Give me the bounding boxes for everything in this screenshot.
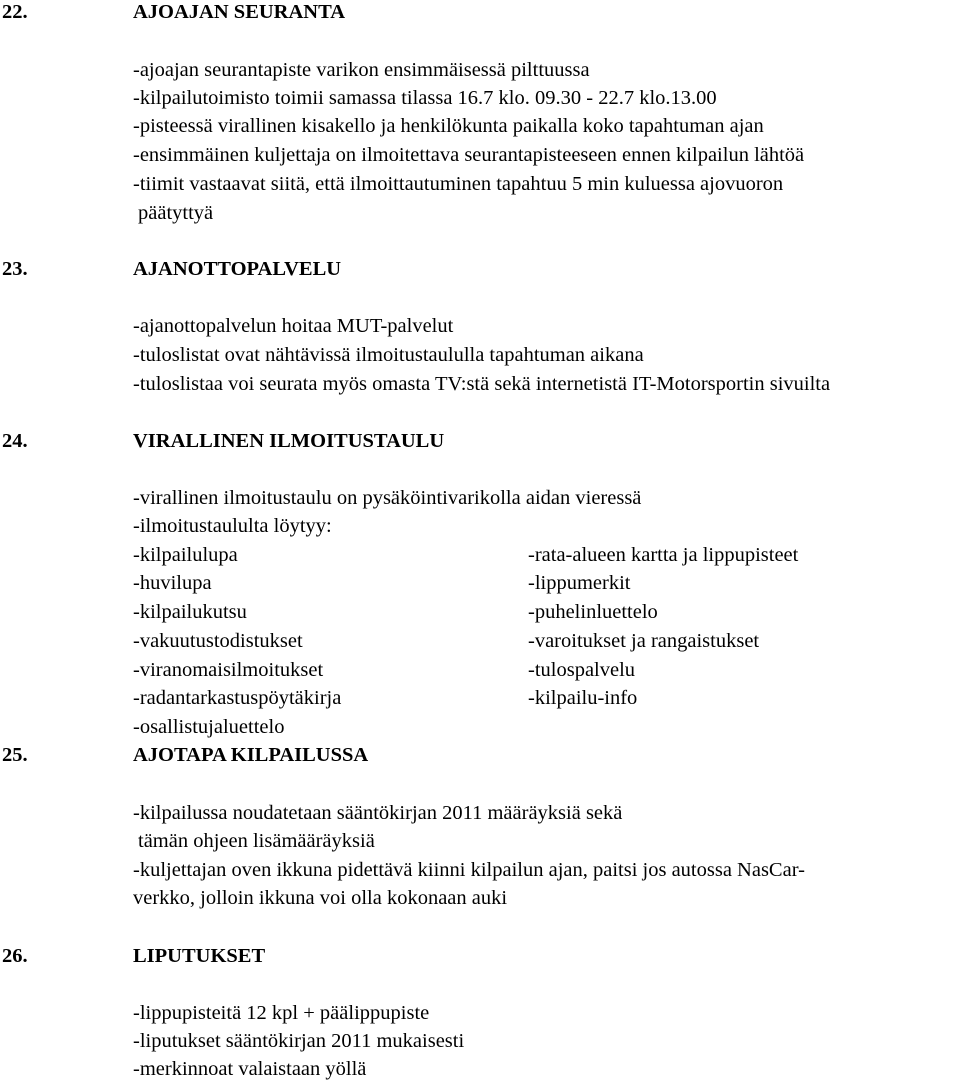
list-item: -varoitukset ja rangaistukset [528,630,760,652]
list-item: -radantarkastuspöytäkirja [133,687,342,709]
body-line: -virallinen ilmoitustaulu on pysäköintivarikolla aidan vieressä [133,487,642,509]
section-heading: VIRALLINEN ILMOITUSTAULU [133,430,445,452]
list-item: -kilpailukutsu [133,601,247,623]
list-item: -puhelinluettelo [528,601,658,623]
body-line: päätyttyä [138,202,214,224]
list-item: -kilpailulupa [133,544,238,566]
section-heading: AJANOTTOPALVELU [133,258,342,280]
body-line: -ajanottopalvelun hoitaa MUT-palvelut [133,315,454,337]
list-item: -vakuutustodistukset [133,630,303,652]
body-line: -kilpailussa noudatetaan sääntökirjan 2011 määräyksiä sekä [133,802,623,824]
list-item: -kilpailu-info [528,687,638,709]
list-item: -viranomaisilmoitukset [133,659,324,681]
body-line: -tuloslistaa voi seurata myös omasta TV:stä sekä internetistä IT-Motorsportin sivuilta [133,373,831,395]
section-number: 25. [2,744,28,766]
list-item: -huvilupa [133,572,212,594]
section-heading: LIPUTUKSET [133,945,266,967]
body-line: -ilmoitustaululta löytyy: [133,515,332,537]
list-item: -lippumerkit [528,572,631,594]
body-line: -ensimmäinen kuljettaja on ilmoitettava seurantapisteeseen ennen kilpailun lähtöä [133,144,805,166]
body-line: -liputukset sääntökirjan 2011 mukaisesti [133,1030,465,1052]
body-line: -kuljettajan oven ikkuna pidettävä kiinni kilpailun ajan, paitsi jos autossa NasCar- [133,859,805,881]
body-line: -ajoajan seurantapiste varikon ensimmäisessä pilttuussa [133,59,590,81]
body-line: -kilpailutoimisto toimii samassa tilassa 16.7 klo. 09.30 - 22.7 klo.13.00 [133,87,717,109]
body-line: -tuloslistat ovat nähtävissä ilmoitustaululla tapahtuman aikana [133,344,644,366]
section-number: 23. [2,258,28,280]
section-number: 24. [2,430,28,452]
section-number: 26. [2,945,28,967]
section-heading: AJOTAPA KILPAILUSSA [133,744,369,766]
body-line: -merkinnoat valaistaan yöllä [133,1058,367,1080]
body-line: tämän ohjeen lisämääräyksiä [138,830,375,852]
body-line: -tiimit vastaavat siitä, että ilmoittautuminen tapahtuu 5 min kuluessa ajovuoron [133,173,784,195]
body-line: -lippupisteitä 12 kpl + päälippupiste [133,1002,430,1024]
section-number: 22. [2,1,28,23]
body-line: verkko, jolloin ikkuna voi olla kokonaan auki [133,887,508,909]
section-heading: AJOAJAN SEURANTA [133,1,346,23]
body-line: -pisteessä virallinen kisakello ja henkilökunta paikalla koko tapahtuman ajan [133,115,764,137]
list-item: -osallistujaluettelo [133,716,285,738]
list-item: -rata-alueen kartta ja lippupisteet [528,544,799,566]
list-item: -tulospalvelu [528,659,636,681]
